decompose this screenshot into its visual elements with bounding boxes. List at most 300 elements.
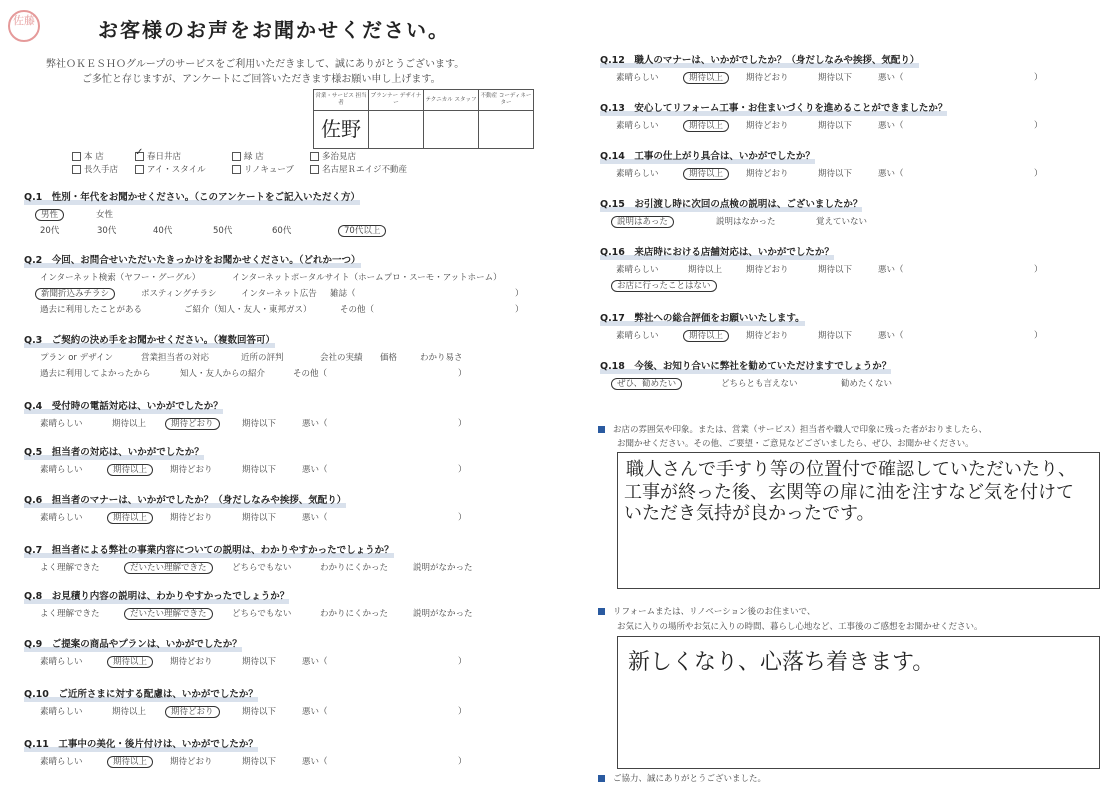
- answer-option[interactable]: [96, 208, 113, 220]
- store-label: 名古屋Ｒエイジ不動産: [322, 165, 408, 175]
- store-label: 本 店: [84, 152, 104, 162]
- option-text: 期待どおり: [746, 265, 789, 275]
- answer-option[interactable]: [616, 71, 659, 83]
- option-text: だいたい理解できた: [124, 562, 213, 574]
- option-text: 素晴らしい: [40, 707, 83, 717]
- option-text: 期待どおり: [746, 121, 789, 131]
- option-text: 期待以下: [242, 707, 277, 717]
- option-text: どちらでもない: [232, 563, 292, 573]
- option-text: 期待以下: [818, 265, 853, 275]
- option-text: 期待以下: [242, 419, 277, 429]
- question-label: [24, 332, 275, 346]
- option-text: 期待どおり: [165, 418, 220, 430]
- store-label: 緑 店: [244, 152, 264, 162]
- option-text: ）: [1034, 73, 1043, 83]
- option-text: ）: [515, 289, 524, 299]
- option-text: 期待以上: [112, 707, 147, 717]
- option-text: 悪い（: [878, 169, 904, 179]
- option-text: ご紹介（知人・友人・東邦ガス）: [184, 305, 312, 315]
- answer-option-selected[interactable]: [688, 71, 729, 83]
- answer-option[interactable]: [340, 303, 374, 315]
- option-text: 期待どおり: [170, 465, 213, 475]
- option-text: 期待以上: [107, 512, 153, 524]
- option-text: 悪い（: [878, 121, 904, 131]
- answer-option-selected[interactable]: [616, 279, 717, 291]
- option-text: 素晴らしい: [616, 169, 659, 179]
- question-label: [24, 636, 242, 650]
- answer-option-selected[interactable]: [688, 329, 729, 341]
- option-text: 近所の評判: [241, 353, 284, 363]
- answer-option[interactable]: [818, 119, 852, 131]
- option-text: ）: [1034, 121, 1043, 131]
- comment2-box[interactable]: [617, 636, 1100, 769]
- staff-value-realestate[interactable]: [479, 111, 534, 149]
- option-text: 期待以下: [818, 169, 853, 179]
- question-label: [24, 736, 258, 750]
- option-text: プラン or デザイン: [40, 353, 114, 363]
- answer-option[interactable]: [112, 705, 146, 717]
- answer-option[interactable]: [40, 511, 83, 523]
- answer-option[interactable]: [242, 755, 276, 767]
- answer-option[interactable]: [458, 417, 467, 429]
- answer-option[interactable]: [272, 224, 291, 236]
- question-text: Q.12 職人のマナーは、いかがでしたか？（身だしなみや挨拶、気配り）: [600, 55, 920, 66]
- option-text: 会社の実績: [320, 353, 363, 363]
- option-text: ）: [458, 757, 467, 767]
- staff-value-technical[interactable]: [424, 111, 479, 149]
- option-text: 期待どおり: [165, 706, 220, 718]
- option-text: 知人・友人からの紹介: [180, 369, 266, 379]
- option-text: インターネット広告: [241, 289, 317, 299]
- option-text: ）: [458, 465, 467, 475]
- answer-option[interactable]: [40, 755, 83, 767]
- answer-option[interactable]: [170, 655, 213, 667]
- option-text: 素晴らしい: [616, 73, 659, 83]
- answer-option-selected[interactable]: [129, 607, 213, 619]
- option-text: 説明はあった: [611, 216, 674, 228]
- option-text: その他（: [293, 369, 328, 379]
- answer-option[interactable]: [293, 367, 327, 379]
- option-text: だいたい理解できた: [124, 608, 213, 620]
- option-text: 悪い（: [302, 513, 328, 523]
- answer-option-selected[interactable]: [343, 224, 386, 236]
- answer-option-selected[interactable]: [170, 705, 220, 717]
- question-text: Q.7 担当者による弊社の事業内容についての説明は、わかりやすかったでしょうか？: [24, 545, 394, 556]
- answer-option-selected[interactable]: [688, 167, 729, 179]
- option-text: 期待どおり: [170, 513, 213, 523]
- store-label: 長久手店: [84, 165, 119, 175]
- answer-option-selected[interactable]: [688, 119, 729, 131]
- question-label: [600, 310, 805, 324]
- option-text: 過去に利用したことがある: [40, 305, 143, 315]
- question-label: [600, 244, 834, 258]
- answer-option[interactable]: [420, 351, 463, 363]
- store-option[interactable]: [310, 163, 407, 175]
- option-text: 期待以上: [107, 464, 153, 476]
- answer-option[interactable]: [40, 607, 100, 619]
- checkbox-icon[interactable]: [135, 165, 144, 174]
- question-text: Q.4 受付時の電話対応は、いかがでしたか？: [24, 401, 223, 412]
- answer-option[interactable]: [170, 755, 213, 767]
- question-label: [24, 444, 204, 458]
- option-text: 覚えていない: [816, 217, 868, 227]
- comment1-line: いただき気持が良かったです。: [624, 503, 875, 524]
- option-text: 悪い（: [302, 657, 328, 667]
- option-text: 悪い（: [302, 465, 328, 475]
- answer-option-selected[interactable]: [40, 208, 64, 220]
- option-text: 期待以上: [112, 419, 147, 429]
- question-text: Q.15 お引渡し時に次回の点検の説明は、ございましたか？: [600, 199, 863, 210]
- answer-option[interactable]: [746, 167, 789, 179]
- answer-option[interactable]: [241, 287, 317, 299]
- comment1-prompt-1: お店の雰囲気や印象。または、営業（サービス）担当者や職人で印象に残った者がおりましたら、: [598, 423, 987, 435]
- checkbox-icon[interactable]: [232, 165, 241, 174]
- answer-option[interactable]: [302, 463, 328, 475]
- option-text: 期待どおり: [746, 169, 789, 179]
- answer-option[interactable]: [180, 367, 265, 379]
- checkbox-icon[interactable]: [135, 152, 144, 161]
- answer-option[interactable]: [818, 167, 852, 179]
- question-text: Q.11 工事中の美化・後片付けは、いかがでしたか？: [24, 739, 258, 750]
- answer-option[interactable]: [242, 463, 276, 475]
- question-label: [600, 148, 815, 162]
- seal-stamp: 佐藤: [8, 10, 40, 42]
- option-text: 期待以上: [107, 656, 153, 668]
- question-text: Q.1 性別・年代をお聞かせください。（このアンケートをご記入いただく方）: [24, 192, 360, 203]
- option-text: よく理解できた: [40, 609, 100, 619]
- answer-option[interactable]: [184, 303, 312, 315]
- answer-option[interactable]: [213, 224, 232, 236]
- comment1-line: 工事が終った後、玄関等の扉に油を注すなど気を付けて: [624, 482, 1074, 503]
- answer-option[interactable]: [320, 607, 388, 619]
- answer-option[interactable]: [816, 215, 867, 227]
- store-label: 春日井店: [147, 152, 182, 162]
- answer-option[interactable]: [242, 705, 276, 717]
- answer-option-selected[interactable]: [129, 561, 213, 573]
- option-text: 期待以下: [242, 657, 277, 667]
- store-option[interactable]: [72, 150, 104, 162]
- option-text: 期待以下: [818, 73, 853, 83]
- answer-option[interactable]: [721, 377, 798, 389]
- option-text: 悪い（: [878, 265, 904, 275]
- question-label: [24, 492, 346, 506]
- question-label: [24, 588, 289, 602]
- answer-option[interactable]: [746, 71, 789, 83]
- store-option[interactable]: [310, 150, 356, 162]
- question-label: [600, 196, 862, 210]
- answer-option[interactable]: [170, 511, 213, 523]
- answer-option[interactable]: [40, 561, 100, 573]
- answer-option[interactable]: [242, 511, 276, 523]
- option-text: 価格: [380, 353, 398, 363]
- option-text: ）: [515, 305, 524, 315]
- option-text: ）: [1034, 331, 1043, 341]
- footer-thanks: ご協力、誠にありがとうございました。: [598, 772, 766, 784]
- option-text: 素晴らしい: [40, 513, 83, 523]
- option-text: 期待以下: [242, 513, 277, 523]
- option-text: 悪い（: [878, 331, 904, 341]
- answer-option-selected[interactable]: [40, 287, 115, 299]
- question-text: Q.17 弊社への総合評価をお願いいたします。: [600, 313, 805, 324]
- intro-line-1: 弊社ＯＫＥＳＨＯグループのサービスをご利用いただきまして、誠にありがとうございます。: [46, 59, 465, 70]
- question-text: Q.2 今回、お問合せいただいたきっかけをお聞かせください。（どれか一つ）: [24, 255, 361, 266]
- option-text: 期待以下: [242, 757, 277, 767]
- option-text: わかり易さ: [420, 353, 463, 363]
- answer-option[interactable]: [242, 417, 276, 429]
- page-title: お客様のお声をお聞かせください。: [98, 18, 450, 42]
- option-text: 新聞折込みチラシ: [35, 288, 115, 300]
- answer-option[interactable]: [688, 263, 722, 275]
- answer-option[interactable]: [458, 655, 467, 667]
- answer-option[interactable]: [458, 755, 467, 767]
- option-text: 説明はなかった: [716, 217, 776, 227]
- option-text: 悪い（: [302, 419, 328, 429]
- question-label: [24, 398, 223, 412]
- store-option[interactable]: [232, 150, 264, 162]
- question-label: [24, 686, 258, 700]
- question-label: [600, 52, 919, 66]
- answer-option[interactable]: [320, 561, 388, 573]
- answer-option[interactable]: [170, 463, 213, 475]
- question-text: Q.14 工事の仕上がり具合は、いかがでしたか？: [600, 151, 815, 162]
- answer-option[interactable]: [458, 367, 467, 379]
- option-text: 悪い（: [878, 73, 904, 83]
- option-text: ）: [1034, 265, 1043, 275]
- option-text: 素晴らしい: [40, 657, 83, 667]
- option-text: 60代: [272, 226, 292, 236]
- answer-option[interactable]: [302, 755, 328, 767]
- answer-option[interactable]: [320, 351, 363, 363]
- option-text: インターネット検索（ヤフー・グーグル）: [40, 273, 201, 283]
- comment2-prompt-1: リフォームまたは、リノベーション後のお住まいで、: [598, 605, 815, 617]
- answer-option[interactable]: [97, 224, 116, 236]
- answer-option[interactable]: [302, 511, 328, 523]
- store-option[interactable]: [232, 163, 294, 175]
- option-text: 期待以下: [818, 331, 853, 341]
- answer-option[interactable]: [1034, 263, 1043, 275]
- option-text: 期待どおり: [170, 757, 213, 767]
- option-text: 素晴らしい: [616, 331, 659, 341]
- answer-option[interactable]: [40, 224, 59, 236]
- answer-option[interactable]: [1034, 119, 1043, 131]
- staff-header: 営業・サービス 担当者: [314, 90, 369, 111]
- staff-value-sales[interactable]: 佐野: [314, 111, 369, 149]
- option-text: 説明がなかった: [413, 563, 473, 573]
- answer-option[interactable]: [458, 705, 467, 717]
- answer-option[interactable]: [232, 271, 502, 283]
- option-text: 過去に利用してよかったから: [40, 369, 151, 379]
- option-text: 50代: [213, 226, 233, 236]
- question-text: Q.9 ご提案の商品やプランは、いかがでしたか？: [24, 639, 242, 650]
- option-text: よく理解できた: [40, 563, 100, 573]
- answer-option[interactable]: [746, 119, 789, 131]
- answer-option-selected[interactable]: [112, 511, 153, 523]
- option-text: わかりにくかった: [320, 563, 389, 573]
- answer-option[interactable]: [746, 263, 789, 275]
- question-label: [24, 189, 360, 203]
- answer-option[interactable]: [878, 263, 904, 275]
- answer-option[interactable]: [878, 71, 904, 83]
- option-text: 期待どおり: [746, 331, 789, 341]
- answer-option-selected[interactable]: [112, 755, 153, 767]
- option-text: 期待どおり: [746, 73, 789, 83]
- staff-table: [313, 89, 534, 149]
- answer-option[interactable]: [40, 655, 83, 667]
- comment2-prompt-2: お気に入りの場所やお気に入りの時間、暮らし心地など、工事後のご感想をお聞かせください。: [617, 622, 983, 632]
- option-text: どちらとも言えない: [721, 379, 798, 389]
- question-label: [24, 252, 361, 266]
- answer-option[interactable]: [153, 224, 172, 236]
- option-text: 期待以上: [107, 756, 153, 768]
- answer-option[interactable]: [616, 167, 659, 179]
- option-text: インターネットポータルサイト（ホームプロ・スーモ・アットホーム）: [232, 273, 502, 283]
- comment2-line: 新しくなり、心落ち着きます。: [628, 650, 935, 675]
- answer-option-selected[interactable]: [616, 215, 674, 227]
- answer-option[interactable]: [232, 561, 291, 573]
- intro-line-2: ご多忙と存じますが、アンケートにご回答いただきます様お願い申し上げます。: [82, 74, 441, 85]
- answer-option[interactable]: [40, 705, 83, 717]
- answer-option[interactable]: [878, 329, 904, 341]
- answer-option-selected[interactable]: [112, 655, 153, 667]
- answer-option[interactable]: [413, 561, 473, 573]
- answer-option[interactable]: [40, 367, 151, 379]
- answer-option[interactable]: [330, 287, 356, 299]
- comment1-box[interactable]: [617, 452, 1100, 589]
- answer-option[interactable]: [878, 167, 904, 179]
- option-text: どちらでもない: [232, 609, 292, 619]
- option-text: 期待以下: [818, 121, 853, 131]
- checkbox-icon[interactable]: [72, 152, 81, 161]
- answer-option[interactable]: [616, 329, 659, 341]
- answer-option[interactable]: [515, 303, 524, 315]
- answer-option[interactable]: [818, 329, 852, 341]
- option-text: 40代: [153, 226, 173, 236]
- checkbox-icon[interactable]: [310, 165, 319, 174]
- option-text: 悪い（: [302, 707, 328, 717]
- answer-option[interactable]: [1034, 71, 1043, 83]
- answer-option[interactable]: [380, 351, 397, 363]
- option-text: その他（: [340, 305, 375, 315]
- answer-option[interactable]: [302, 655, 328, 667]
- staff-header: テクニカル スタッフ: [424, 90, 479, 111]
- answer-option[interactable]: [112, 417, 146, 429]
- answer-option[interactable]: [746, 329, 789, 341]
- comment1-prompt-2: お聞かせください。その他、ご要望・ご意見などございましたら、ぜひ、お聞かせください。: [617, 439, 974, 449]
- option-text: 期待以上: [683, 330, 729, 342]
- answer-option[interactable]: [40, 351, 113, 363]
- option-text: 70代以上: [338, 225, 386, 237]
- store-option[interactable]: [135, 163, 206, 175]
- option-text: 期待以上: [683, 120, 729, 132]
- option-text: お店に行ったことはない: [611, 280, 717, 292]
- answer-option[interactable]: [818, 263, 852, 275]
- option-text: 素晴らしい: [40, 465, 83, 475]
- store-option[interactable]: [72, 163, 118, 175]
- option-text: 素晴らしい: [40, 419, 83, 429]
- option-text: 雑誌（: [330, 289, 356, 299]
- answer-option[interactable]: [413, 607, 473, 619]
- store-label: 多治見店: [322, 152, 357, 162]
- option-text: 営業担当者の対応: [141, 353, 210, 363]
- option-text: 男性: [35, 209, 64, 221]
- answer-option[interactable]: [458, 463, 467, 475]
- answer-option[interactable]: [141, 287, 216, 299]
- answer-option[interactable]: [878, 119, 904, 131]
- question-text: Q.5 担当者の対応は、いかがでしたか？: [24, 447, 204, 458]
- option-text: 素晴らしい: [616, 265, 659, 275]
- question-label: [600, 100, 947, 114]
- answer-option[interactable]: [458, 511, 467, 523]
- option-text: 期待以上: [683, 72, 729, 84]
- answer-option[interactable]: [40, 303, 142, 315]
- option-text: 素晴らしい: [616, 121, 659, 131]
- option-text: ）: [458, 513, 467, 523]
- answer-option[interactable]: [302, 417, 328, 429]
- question-text: Q.8 お見積り内容の説明は、わかりやすかったでしょうか？: [24, 591, 290, 602]
- answer-option[interactable]: [616, 263, 659, 275]
- question-text: Q.13 安心してリフォーム工事・お住まいづくりを進めることができましたか？: [600, 103, 948, 114]
- answer-option[interactable]: [616, 119, 659, 131]
- answer-option[interactable]: [841, 377, 892, 389]
- answer-option[interactable]: [232, 607, 291, 619]
- option-text: ）: [1034, 169, 1043, 179]
- option-text: ）: [458, 369, 467, 379]
- option-text: 女性: [96, 210, 114, 220]
- square-bullet-icon: [598, 775, 605, 782]
- answer-option[interactable]: [515, 287, 524, 299]
- checkbox-icon[interactable]: [72, 165, 81, 174]
- option-text: ）: [458, 419, 467, 429]
- answer-option-selected[interactable]: [170, 417, 220, 429]
- checkbox-icon[interactable]: [232, 152, 241, 161]
- question-text: Q.6 担当者のマナーは、いかがでしたか？（身だしなみや挨拶、気配り）: [24, 495, 347, 506]
- answer-option[interactable]: [1034, 167, 1043, 179]
- staff-value-planner[interactable]: [369, 111, 424, 149]
- answer-option[interactable]: [40, 463, 83, 475]
- answer-option[interactable]: [242, 655, 276, 667]
- question-label: [600, 358, 891, 372]
- option-text: 勧めたくない: [841, 379, 893, 389]
- answer-option[interactable]: [40, 417, 83, 429]
- answer-option[interactable]: [141, 351, 209, 363]
- option-text: ぜひ、勧めたい: [611, 378, 682, 390]
- store-label: リノキューブ: [244, 165, 294, 175]
- staff-header: プランナー デザイナー: [369, 90, 424, 111]
- store-label: アイ・スタイル: [147, 165, 206, 175]
- answer-option[interactable]: [716, 215, 776, 227]
- option-text: 悪い（: [302, 757, 328, 767]
- option-text: 説明がなかった: [413, 609, 473, 619]
- answer-option[interactable]: [302, 705, 328, 717]
- comment1-line: 職人さんで手すり等の位置付で確認していただいたり、: [626, 459, 1076, 480]
- answer-option[interactable]: [1034, 329, 1043, 341]
- answer-option-selected[interactable]: [616, 377, 682, 389]
- question-text: Q.18 今後、お知り合いに弊社を勧めていただけますでしょうか？: [600, 361, 892, 372]
- question-text: Q.10 ご近所さまに対する配慮は、いかがでしたか？: [24, 689, 258, 700]
- answer-option[interactable]: [40, 271, 200, 283]
- option-text: 20代: [40, 226, 60, 236]
- answer-option[interactable]: [818, 71, 852, 83]
- checkbox-icon[interactable]: [310, 152, 319, 161]
- staff-header: 不動産 コーディネーター: [479, 90, 534, 111]
- answer-option-selected[interactable]: [112, 463, 153, 475]
- question-label: [24, 542, 394, 556]
- option-text: ）: [458, 657, 467, 667]
- store-option[interactable]: [135, 150, 181, 162]
- question-text: Q.16 来店時における店舗対応は、いかがでしたか？: [600, 247, 834, 258]
- answer-option[interactable]: [241, 351, 284, 363]
- option-text: 素晴らしい: [40, 757, 83, 767]
